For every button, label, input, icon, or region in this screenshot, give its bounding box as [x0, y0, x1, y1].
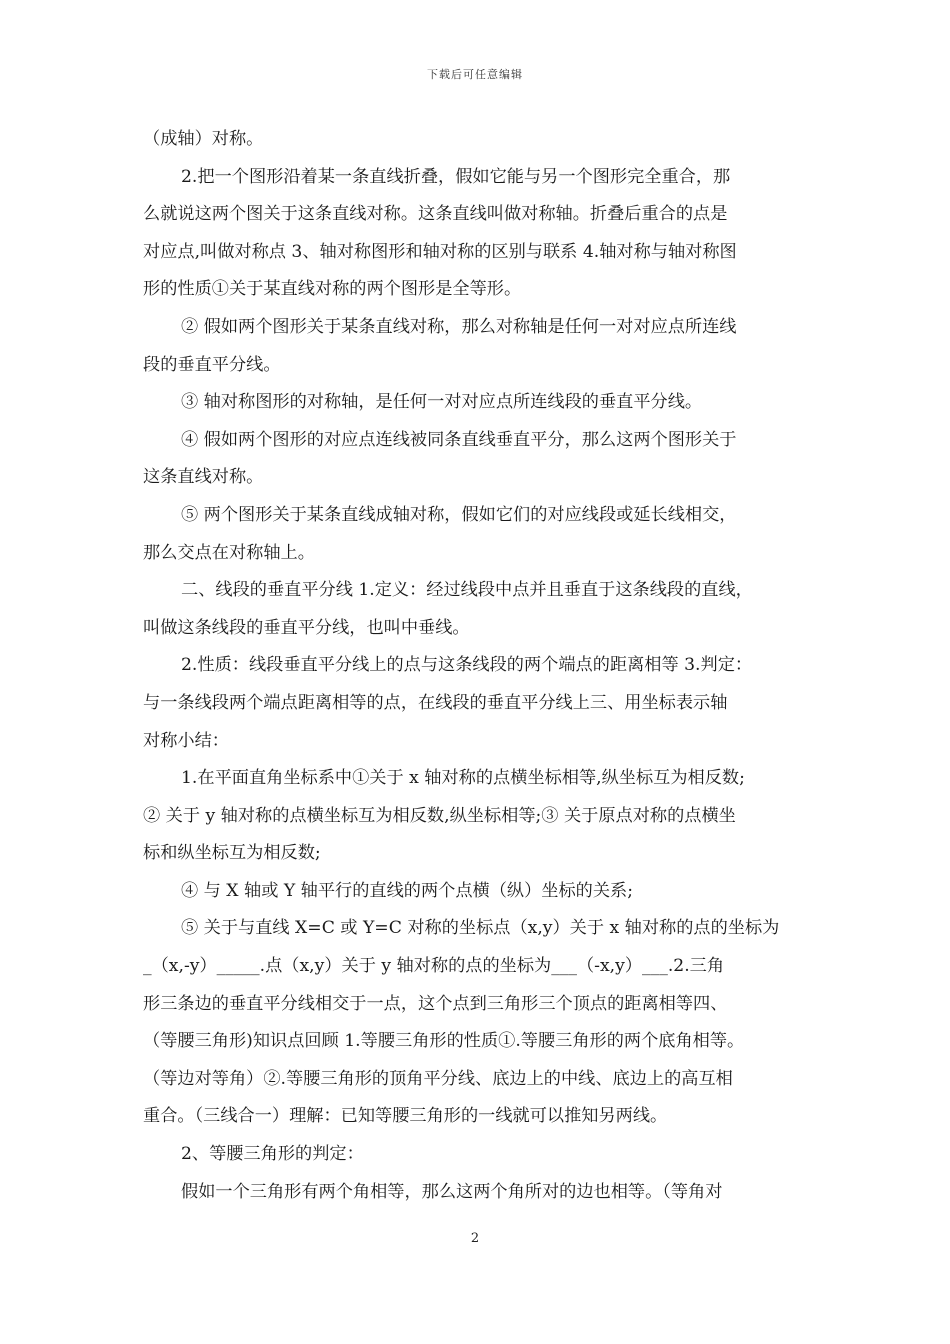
text-line: 2.把一个图形沿着某一条直线折叠，假如它能与另一个图形完全重合，那 — [181, 166, 731, 187]
text-line: 与一条线段两个端点距离相等的点，在线段的垂直平分线上三、用坐标表示轴 — [143, 692, 728, 713]
text-line: 2.性质：线段垂直平分线上的点与这条线段的两个端点的距离相等 3.判定： — [181, 655, 753, 676]
text-line: 假如一个三角形有两个角相等，那么这两个角所对的边也相等。（等角对 — [181, 1181, 723, 1202]
text-line: 2、等腰三角形的判定： — [181, 1144, 364, 1165]
page-header: 下载后可任意编辑 — [427, 68, 523, 81]
text-line: ③ 轴对称图形的对称轴，是任何一对对应点所连线段的垂直平分线。 — [181, 392, 703, 413]
text-line: 对应点,叫做对称点 3、轴对称图形和轴对称的区别与联系 4.轴对称与轴对称图 — [143, 241, 737, 262]
text-line: 这条直线对称。 — [143, 467, 264, 488]
text-line: （等腰三角形)知识点回顾 1.等腰三角形的性质①.等腰三角形的两个底角相等。 — [143, 1031, 745, 1052]
text-line: ④ 假如两个图形的对应点连线被同条直线垂直平分，那么这两个图形关于 — [181, 429, 737, 450]
text-line: 么就说这两个图关于这条直线对称。这条直线叫做对称轴。折叠后重合的点是 — [143, 204, 728, 225]
text-line: ② 假如两个图形关于某条直线对称，那么对称轴是任何一对对应点所连线 — [181, 316, 737, 337]
text-line: ⑤ 关于与直线 X=C 或 Y=C 对称的坐标点（x,y）关于 x 轴对称的点的坐标为 — [181, 918, 780, 939]
text-line: 对称小结： — [143, 730, 229, 751]
text-line: ② 关于 y 轴对称的点横坐标互为相反数,纵坐标相等;③ 关于原点对称的点横坐 — [143, 805, 736, 826]
page-number: 2 — [470, 1231, 480, 1246]
text-line: 1.在平面直角坐标系中①关于 x 轴对称的点横坐标相等,纵坐标互为相反数; — [181, 768, 745, 789]
text-line: 段的垂直平分线。 — [143, 354, 281, 375]
text-line: 重合。（三线合一）理解：已知等腰三角形的一线就可以推知另两线。 — [143, 1106, 668, 1127]
text-line: _（x,-y）_____.点（x,y）关于 y 轴对称的点的坐标为___（-x,y）___.2.三角 — [143, 956, 725, 977]
document-body — [143, 121, 810, 1211]
text-line: 形三条边的垂直平分线相交于一点，这个点到三角形三个顶点的距离相等四、 — [143, 993, 728, 1014]
text-line: 二、线段的垂直平分线 1.定义：经过线段中点并且垂直于这条线段的直线， — [181, 580, 753, 601]
text-line: （等边对等角）②.等腰三角形的顶角平分线、底边上的中线、底边上的高互相 — [143, 1068, 733, 1089]
text-line: 标和纵坐标互为相反数; — [143, 843, 321, 864]
text-line: ⑤ 两个图形关于某条直线成轴对称，假如它们的对应线段或延长线相交， — [181, 504, 737, 525]
text-line: 形的性质①关于某直线对称的两个图形是全等形。 — [143, 279, 522, 300]
text-line: （成轴）对称。 — [143, 129, 264, 149]
text-line: 那么交点在对称轴上。 — [143, 542, 315, 563]
text-line: 叫做这条线段的垂直平分线，也叫中垂线。 — [143, 617, 470, 638]
text-line: ④ 与 X 轴或 Y 轴平行的直线的两个点横（纵）坐标的关系; — [181, 880, 634, 901]
